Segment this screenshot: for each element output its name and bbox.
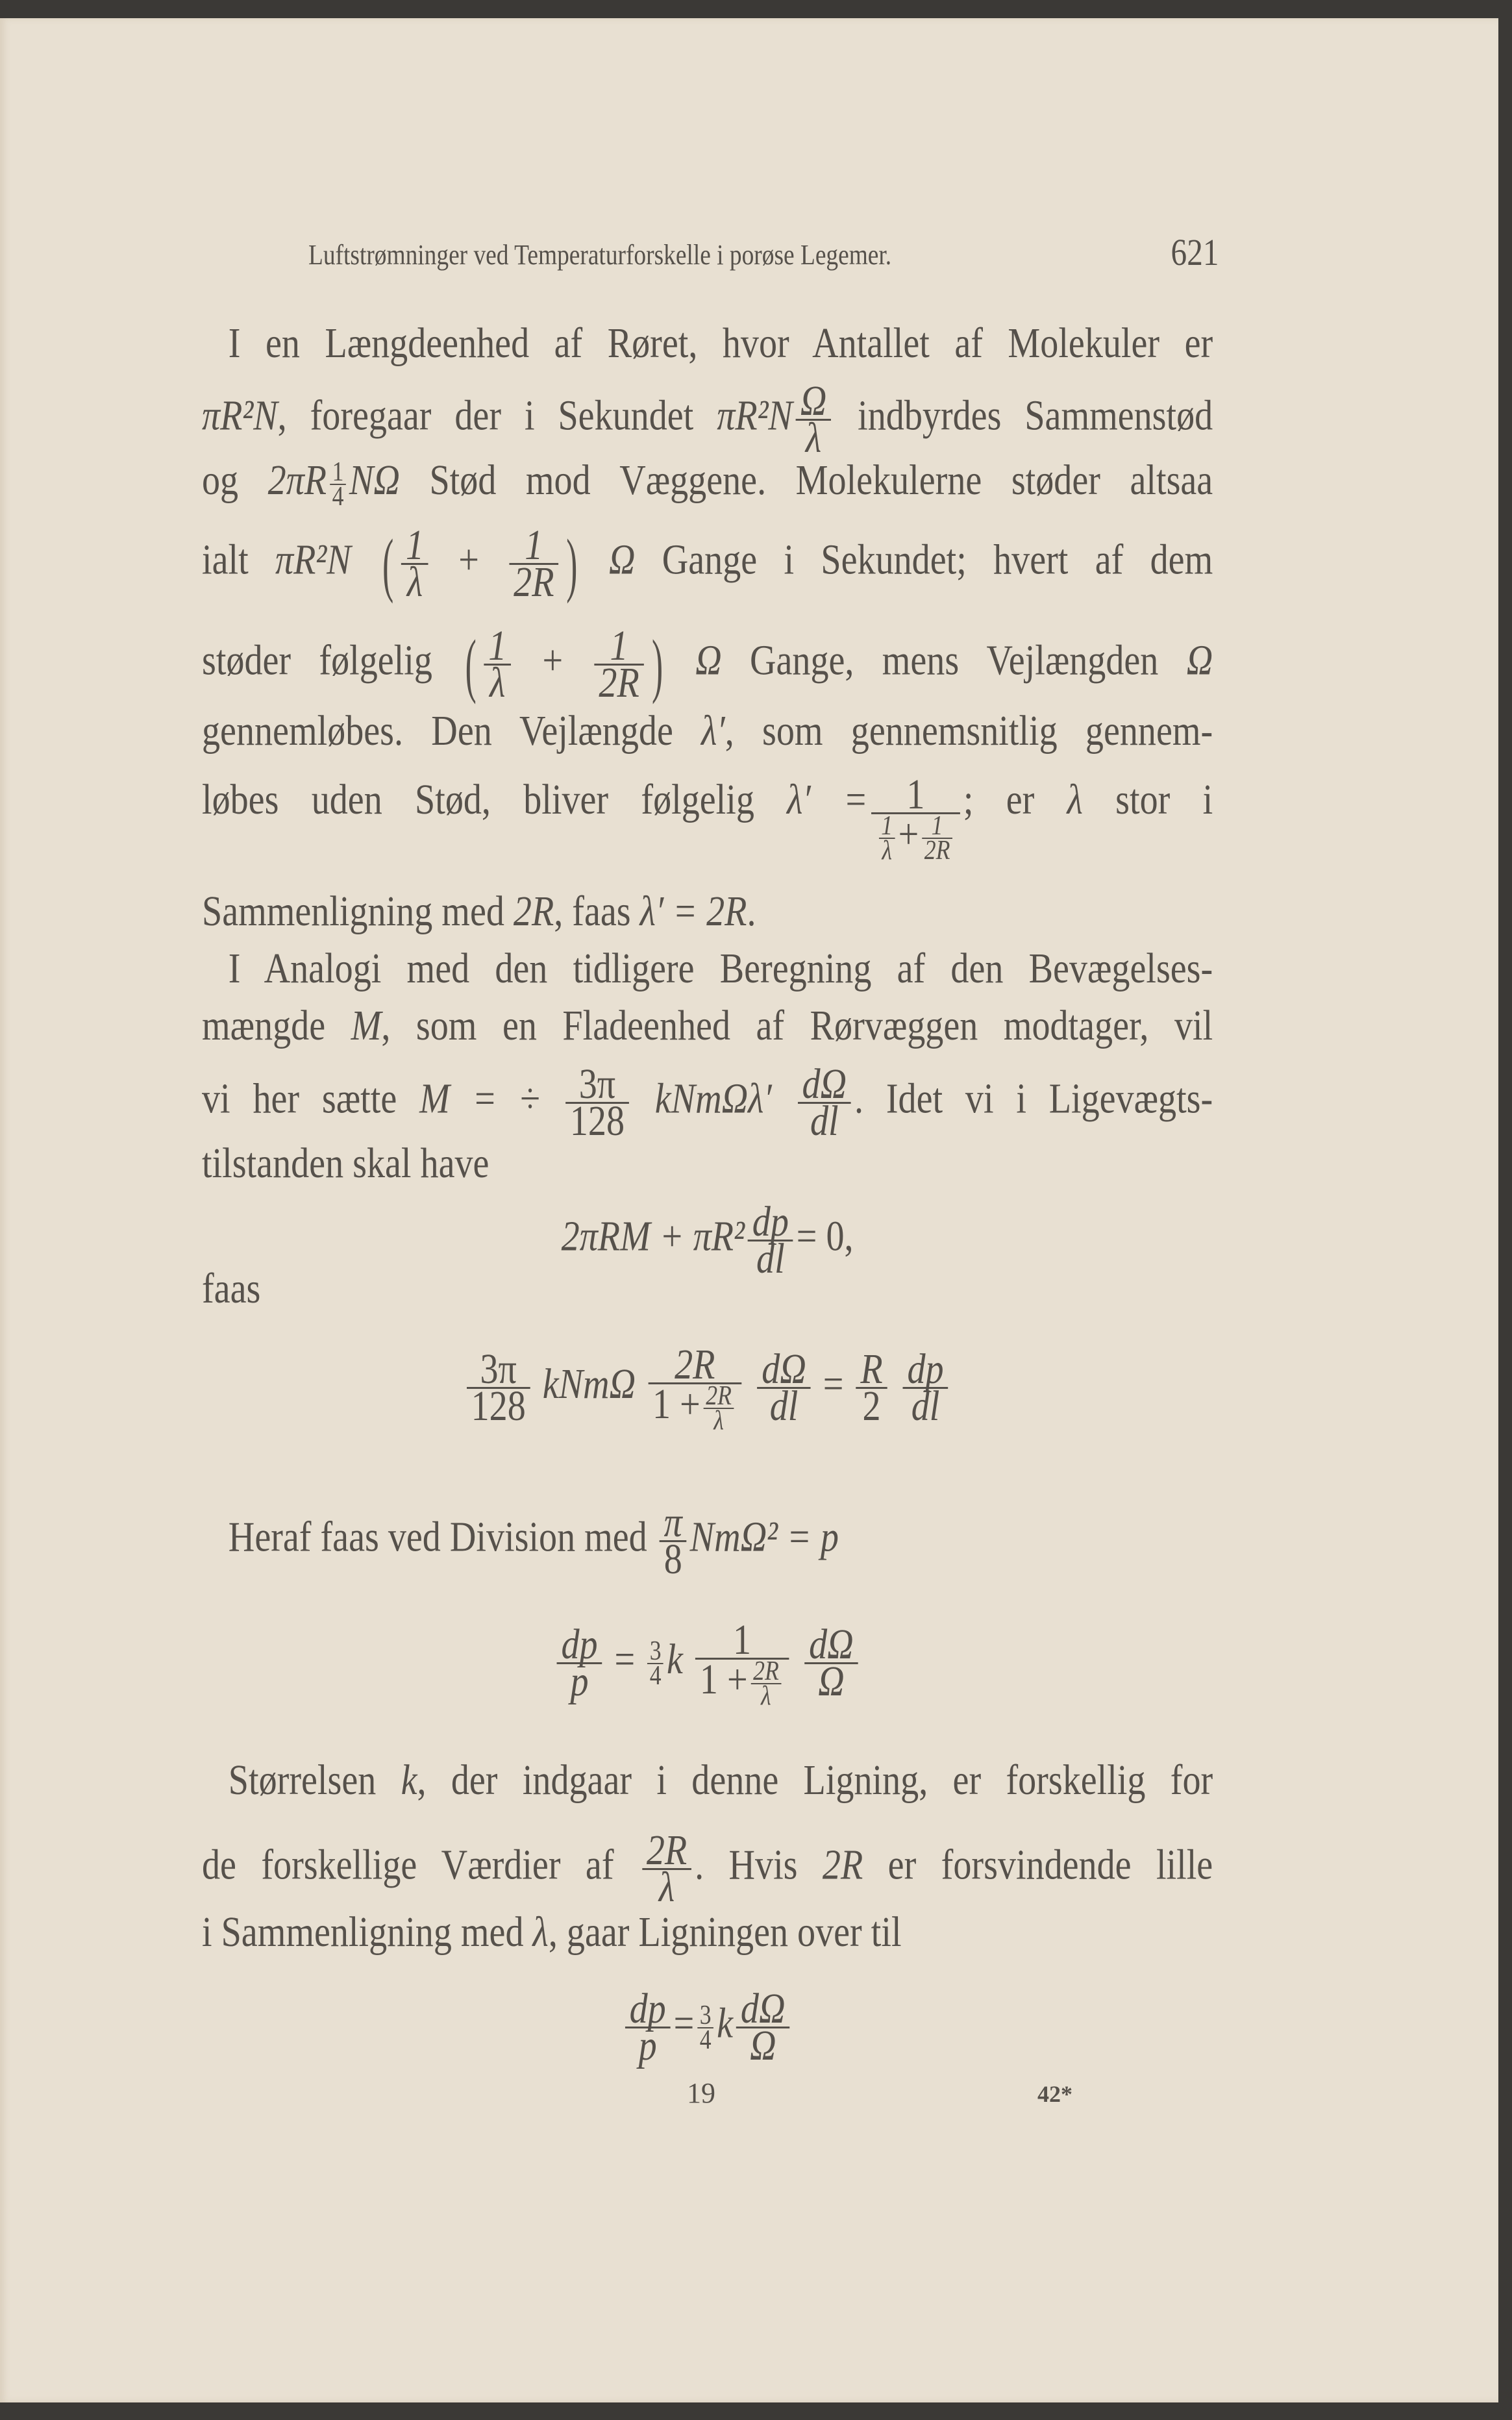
- denominator: 2: [862, 1382, 881, 1430]
- fraction: [330, 456, 346, 512]
- math: NmΩ² = p: [689, 1513, 839, 1561]
- denominator: 128: [569, 1097, 625, 1145]
- running-title: Luftstrømninger ved Temperaturforskelle i porøse Legemer.: [308, 239, 892, 271]
- text-line: ialt πR²N ( $\frac{1}{\lambda}$ + $\frac{1}{2R}$ ) Ω Gange i Sekundet; hvert af dem: [202, 521, 1213, 606]
- equals: =: [614, 1636, 636, 1683]
- fraction: [804, 1621, 858, 1706]
- text: Heraf faas ved Division med: [228, 1513, 656, 1561]
- math: πR²N: [275, 536, 351, 584]
- numerator: 1: [484, 630, 511, 666]
- numerator: 1: [401, 529, 428, 565]
- text-column: [202, 0, 1213, 2420]
- math: 2πR: [267, 456, 327, 504]
- denominator: 4: [649, 1660, 662, 1691]
- math: k: [717, 1999, 734, 2047]
- text: , der indgaar i denne Ligning, er forskellig for: [417, 1756, 1213, 1804]
- numerator: 3: [647, 1641, 663, 1664]
- denominator: p: [638, 2022, 657, 2069]
- text-line: [202, 1003, 1213, 1049]
- numerator: 1: [879, 816, 895, 839]
- text-line: [202, 1827, 1213, 1911]
- fraction: [704, 1381, 734, 1436]
- fraction: [565, 1060, 629, 1145]
- fraction: [625, 1985, 671, 2069]
- math: k: [667, 1636, 683, 1683]
- text: vi her sætte: [202, 1075, 420, 1123]
- denominator: dl: [756, 1235, 785, 1282]
- text: , som gennemsnitlig gennem-: [725, 707, 1213, 755]
- math: λ′ = 2R: [639, 888, 747, 935]
- text: i Sammenligning med: [202, 1908, 533, 1956]
- text: og: [202, 456, 268, 504]
- denominator: λ: [406, 558, 423, 606]
- text: Gange, mens Vejlængden: [721, 636, 1187, 684]
- numerator: 1: [922, 816, 952, 839]
- fraction: [903, 1345, 948, 1430]
- math: λ′ =: [787, 776, 868, 823]
- math: Ω: [1186, 636, 1213, 684]
- denominator: p: [570, 1658, 589, 1706]
- numerator: dΩ: [804, 1628, 858, 1664]
- text-line: I en Længdeenhed af Røret, hvor Antallet af Molekuler er: [228, 319, 1213, 367]
- numerator: dp: [625, 1993, 671, 2028]
- plus: +: [542, 636, 564, 684]
- text-line: [202, 1758, 1213, 1803]
- numerator: 2R: [642, 1834, 691, 1870]
- fraction: [557, 1621, 602, 1706]
- denominator: dl: [911, 1382, 940, 1430]
- fraction: [879, 811, 895, 866]
- math: kNmΩ: [542, 1360, 636, 1408]
- numerator: 2R: [704, 1386, 734, 1409]
- numerator: dp: [557, 1628, 602, 1664]
- compound-fraction: [648, 1341, 741, 1436]
- text: Sammenligning med: [202, 888, 514, 935]
- fraction: [751, 1656, 781, 1711]
- compound-fraction: [871, 771, 960, 866]
- text-line: I Analogi med den tidligere Beregning af den Bevægelses-: [228, 945, 1213, 992]
- denominator: λ: [490, 659, 506, 706]
- equation: [202, 1198, 1213, 1282]
- signature-mark: 42*: [1037, 2081, 1072, 2107]
- numerator: 1: [509, 529, 558, 565]
- math: λ: [532, 1908, 549, 1956]
- denominator: 128: [471, 1382, 526, 1430]
- text: . Idet vi i Ligevægts-: [854, 1075, 1213, 1123]
- numerator: dp: [748, 1206, 793, 1241]
- denominator: dl: [769, 1382, 799, 1430]
- text-line: [202, 708, 1213, 754]
- text-line: støder følgelig ( $\frac{1}{\lambda}$ + $\frac{1}{2R}$ ) Ω Gange, mens Vejlængden Ω: [202, 622, 1213, 706]
- numerator: 2R: [648, 1349, 741, 1384]
- denominator: λ: [658, 1864, 675, 1911]
- text: , som en Fladeenhed af Rørvæggen modtager, vil: [381, 1002, 1213, 1049]
- denominator: [695, 1656, 789, 1711]
- equals: =: [673, 1999, 695, 2047]
- math: 2πRM + πR²: [561, 1212, 745, 1260]
- text-line: faas: [202, 1265, 261, 1312]
- numerator: Ω: [796, 385, 831, 421]
- math: = 0,: [796, 1212, 854, 1260]
- text: Stød mod Væggene. Molekulerne støder altsaa: [399, 456, 1213, 504]
- plus: +: [458, 536, 479, 584]
- numerator: 3π: [565, 1068, 629, 1104]
- plus: +: [898, 810, 919, 858]
- denominator: dl: [810, 1097, 839, 1145]
- math: kNmΩλ′: [654, 1075, 772, 1123]
- math: λ: [1067, 776, 1083, 823]
- page-number: 621: [1171, 231, 1219, 273]
- text: støder følgelig: [202, 636, 461, 684]
- fraction: [748, 1198, 793, 1282]
- math: 1 +: [652, 1380, 700, 1428]
- denominator: [648, 1380, 741, 1436]
- math: NΩ: [349, 456, 400, 504]
- text-line: [202, 889, 1213, 934]
- numerator: 1: [595, 630, 644, 666]
- equation: [202, 1985, 1213, 2069]
- compound-fraction: [695, 1616, 789, 1711]
- folio: 19: [687, 2077, 715, 2109]
- numerator: 2R: [751, 1661, 781, 1684]
- numerator: 1: [330, 462, 346, 485]
- math: Ω: [695, 636, 722, 684]
- numerator: dp: [903, 1353, 948, 1389]
- text: Gange i Sekundet; hvert af dem: [635, 536, 1213, 584]
- denominator: 2R: [514, 558, 554, 606]
- fraction: [647, 1636, 663, 1691]
- math: πR²N: [717, 392, 793, 440]
- fraction: [736, 1985, 789, 2069]
- math: M = ÷: [419, 1075, 540, 1123]
- denominator: 2R: [924, 836, 950, 866]
- denominator: λ: [805, 414, 822, 462]
- text: , foregaar der i Sekundet: [277, 392, 717, 440]
- denominator: [871, 810, 960, 866]
- numerator: π: [660, 1506, 687, 1542]
- fraction: [484, 622, 511, 706]
- denominator: 2R: [599, 659, 639, 706]
- text-line: [202, 1910, 1213, 1955]
- equals: =: [823, 1360, 844, 1408]
- fraction: [798, 1060, 851, 1145]
- text: stor i: [1082, 776, 1213, 823]
- text-line: [202, 456, 1213, 512]
- fraction: [401, 521, 428, 606]
- fraction: [509, 521, 558, 606]
- denominator: 4: [699, 2025, 712, 2055]
- numerator: dΩ: [757, 1353, 810, 1389]
- text: . Hvis: [695, 1841, 823, 1889]
- text: mængde: [202, 1002, 351, 1049]
- text: ialt: [202, 536, 275, 584]
- math: 2R: [513, 888, 554, 935]
- numerator: 1: [695, 1624, 789, 1660]
- denominator: Ω: [749, 2022, 776, 2069]
- fraction: [796, 377, 831, 462]
- fraction: [856, 1345, 887, 1430]
- text-line: [202, 1499, 1213, 1583]
- equation: [202, 1616, 1213, 1711]
- text: gennemløbes. Den Vejlængde: [202, 707, 702, 755]
- equation: [202, 1341, 1213, 1436]
- text: .: [747, 888, 756, 935]
- text-line: [202, 771, 1213, 866]
- text: indbyrdes Sammenstød: [834, 392, 1213, 440]
- numerator: 3π: [467, 1353, 530, 1389]
- math: 1 +: [699, 1656, 748, 1704]
- math: πR²N: [202, 392, 278, 440]
- denominator: 8: [663, 1536, 682, 1583]
- fraction: [697, 2000, 713, 2055]
- text-line: [202, 1060, 1213, 1145]
- text: ; er: [963, 776, 1067, 823]
- text-line: tilstanden skal have: [202, 1140, 490, 1187]
- text: de forskellige Værdier af: [202, 1841, 639, 1889]
- numerator: R: [856, 1353, 887, 1389]
- fraction: [922, 811, 952, 866]
- text: , gaar Ligningen over til: [548, 1908, 902, 1956]
- text: Størrelsen: [228, 1756, 401, 1804]
- math: 2R: [822, 1841, 863, 1889]
- denominator: λ: [882, 836, 892, 866]
- math: k: [401, 1756, 417, 1804]
- fraction: [467, 1345, 530, 1430]
- text: , faas: [554, 888, 640, 935]
- text: løbes uden Stød, bliver følgelig: [202, 776, 787, 823]
- numerator: dΩ: [798, 1068, 851, 1104]
- text-line: [202, 377, 1213, 462]
- math: Ω: [608, 536, 636, 584]
- text: er forsvindende lille: [863, 1841, 1213, 1889]
- numerator: dΩ: [736, 1993, 789, 2028]
- fraction: [642, 1827, 691, 1911]
- fraction: [757, 1345, 810, 1430]
- denominator: λ: [761, 1681, 771, 1711]
- math: M: [351, 1002, 382, 1049]
- numerator: 1: [871, 779, 960, 814]
- fraction: [595, 622, 644, 706]
- denominator: λ: [713, 1406, 724, 1436]
- denominator: Ω: [818, 1658, 845, 1706]
- denominator: 4: [332, 481, 344, 512]
- numerator: 3: [697, 2005, 713, 2028]
- math: λ′: [701, 707, 725, 755]
- fraction: [660, 1499, 687, 1583]
